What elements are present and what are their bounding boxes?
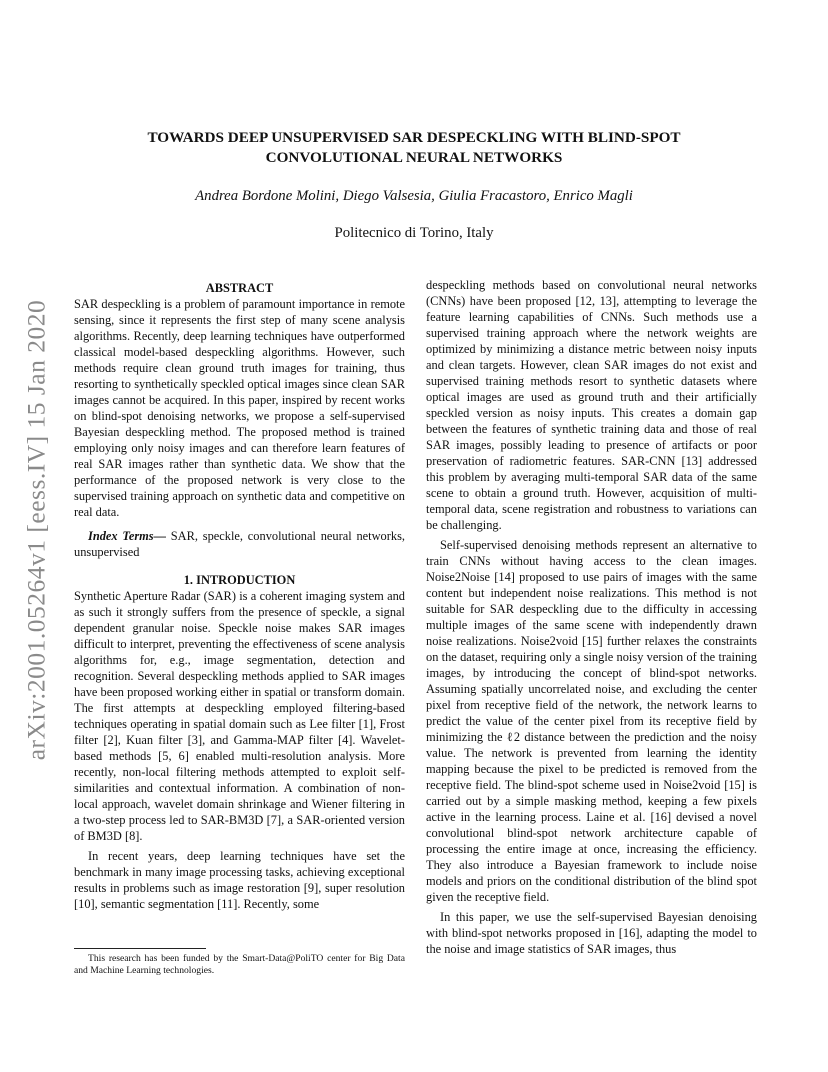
- paper-title-line-2: CONVOLUTIONAL NEURAL NETWORKS: [265, 149, 563, 166]
- paper-title: [74, 128, 754, 168]
- left-column: [74, 280, 405, 912]
- intro-paragraph-2-continued: despeckling methods based on convolutional neural networks (CNNs) have been proposed [12, 13], attempting to leverage the feature learning capabilities of CNNs. Such methods use a supervised training approach where the network weights are optimized by minimizing a distance metric between noisy inputs and clean targets. However, clean SAR images do not exist and supervised training methods resort to synthetic datasets where optical images are used as ground truth and their artificially speckled version as noisy inputs. This creates a domain gap between the features of synthetic training data and those of real SAR images, possibly leading to presence of artifacts or poor preservation of radiometric features. SAR-CNN [13] addressed this problem by averaging multi-temporal SAR data of the same scene to obtain a ground truth. However, acquisition of multi-temporal data, scene registration and robustness to variations can be challenging.: [426, 278, 757, 532]
- index-terms-text: SAR, speckle, convolutional neural networks, unsupervised: [74, 529, 405, 559]
- footnote-rule: [74, 948, 206, 949]
- abstract-body: SAR despeckling is a problem of paramount importance in remote sensing, since it represents the first step of many scene analysis algorithms. Recently, deep learning techniques have outperformed classical model-based despeckling algorithms. However, such methods require clean ground truth images for training, thus resorting to synthetically speckled optical images since clean SAR images cannot be acquired. In this paper, inspired by recent works on blind-spot denoising networks, we propose a self-supervised Bayesian despeckling method. The proposed method is trained employing only noisy images and can therefore learn features of real SAR images rather than synthetic data. We show that the performance of the proposed network is very close to the supervised training approach on synthetic data and competitive on real data.: [74, 297, 405, 519]
- index-terms: [74, 528, 405, 560]
- intro-paragraph-3: Self-supervised denoising methods represent an alternative to train CNNs without having access to the clean images. Noise2Noise [14] proposed to use pairs of images with the same content but independent noise realizations. This method is not suitable for SAR despeckling due to the difficulty in accessing multiple images of the same scene with independently drawn noise realizations. Noise2void [15] further relaxes the constraints on the dataset, requiring only a single noisy version of the training images, by introducing the concept of blind-spot networks. Assuming spatially uncorrelated noise, and excluding the center pixel from receptive field of the network, the network learns to predict the value of the center pixel from its receptive field by minimizing the ℓ2 distance between the prediction and the noisy value. The network is prevented from learning the identity mapping because the pixel to be predicted is removed from the receptive field. The blind-spot scheme used in Noise2void [15] is carried out by a simple masking method, keeping a few pixels active in the learning process. Laine et al. [16] devised a novel convolutional blind-spot network architecture capable of processing the entire image at once, increasing the efficiency. They also introduce a Bayesian framework to include noise models and priors on the conditional distribution of the blind spot given the receptive field.: [426, 538, 757, 904]
- author-list: Andrea Bordone Molini, Diego Valsesia, Giulia Fracastoro, Enrico Magli: [195, 188, 633, 204]
- arxiv-identifier: arXiv:2001.05264v1 [eess.IV] 15 Jan 2020: [21, 299, 51, 761]
- paper-title-line-1: TOWARDS DEEP UNSUPERVISED SAR DESPECKLING WITH BLIND-SPOT: [147, 129, 681, 146]
- affiliation: Politecnico di Torino, Italy: [334, 225, 494, 241]
- funding-footnote: This research has been funded by the Smart-Data@PoliTO center for Big Data and Machine Learning technologies.: [74, 953, 405, 976]
- intro-paragraph-2: In recent years, deep learning techniques have set the benchmark in many image processing tasks, achieving exceptional results in problems such as image restoration [9], super resolution [10], semantic segmentation [11]. Recently, some: [74, 849, 405, 911]
- abstract-heading: ABSTRACT: [205, 281, 274, 295]
- arxiv-sidebar: [14, 290, 58, 770]
- index-terms-label: Index Terms—: [88, 529, 166, 543]
- introduction-heading: 1. INTRODUCTION: [183, 573, 296, 587]
- intro-paragraph-1: Synthetic Aperture Radar (SAR) is a coherent imaging system and as such it strongly suffers from the presence of speckle, a signal dependent granular noise. Speckle noise makes SAR images difficult to interpret, preventing the effectiveness of scene analysis algorithms for, e.g., image segmentation, detection and recognition. Several despeckling methods applied to SAR images have been proposed working either in spatial or transform domain. The first attempts at despeckling employed filtering-based techniques operating in spatial domain such as Lee filter [1], Frost filter [2], Kuan filter [3], and Gamma-MAP filter [4]. Wavelet-based methods [5, 6] enabled multi-resolution analysis. More recently, non-local filtering methods attempted to exploit self-similarities and contextual information. A combination of non-local approach, wavelet domain shrinkage and Wiener filtering in a two-step process led to SAR-BM3D [7], a SAR-oriented version of BM3D [8].: [74, 589, 405, 843]
- intro-paragraph-4: In this paper, we use the self-supervised Bayesian denoising with blind-spot networks proposed in [16], adapting the model to the noise and image statistics of SAR images, thus: [426, 910, 757, 956]
- right-column: [426, 277, 757, 957]
